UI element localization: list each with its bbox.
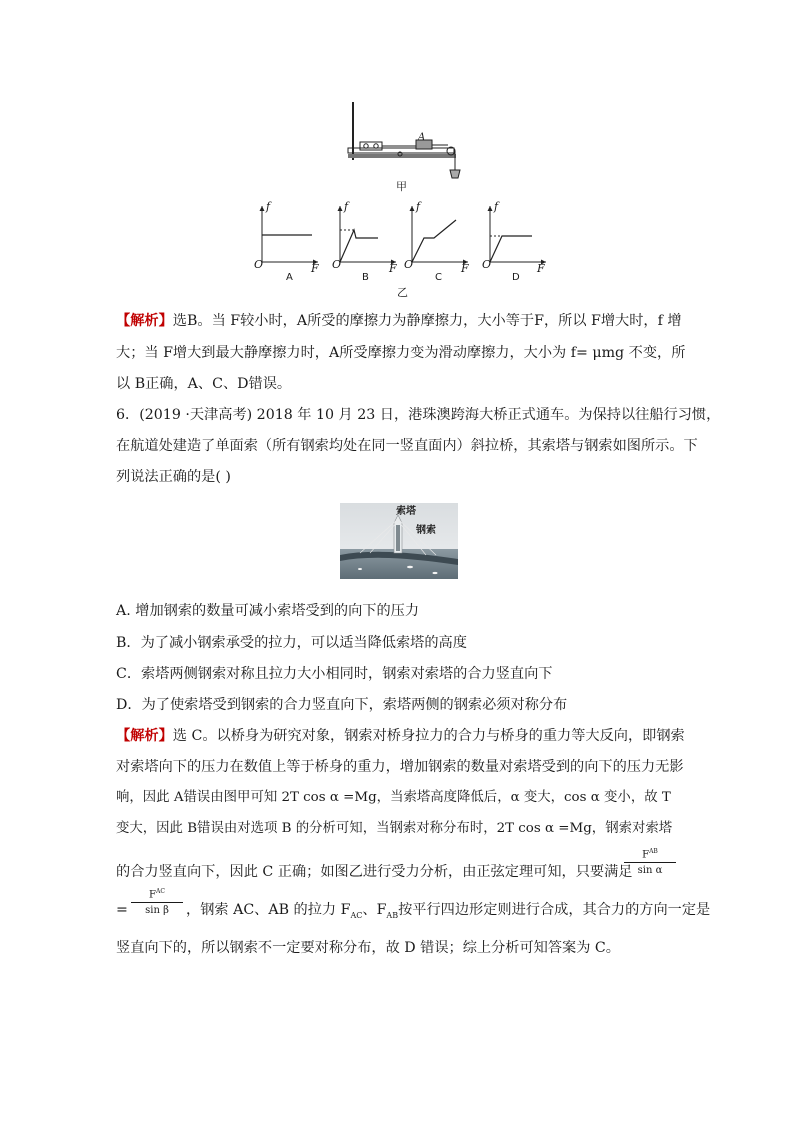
analysis2-line1: 【解析】选 C。以桥身为研究对象，钢索对桥身拉力的合力与桥身的重力等大反向，即钢索 (116, 728, 685, 744)
analysis2-line3: 响，因此 A错误由图甲可知 2T cos α =Mg，当索塔高度降低后，α 变大，cos α 变小，故 T (116, 790, 671, 805)
analysis2-eq: = (116, 902, 128, 918)
graph-d-o: O (482, 258, 492, 271)
graph-d-letter: D (512, 272, 520, 283)
graph-c-letter: C (435, 272, 442, 283)
graph-c-y: f (416, 200, 421, 213)
graph-a-letter: A (286, 272, 293, 283)
analysis1-line3: 以 B正确，A、C、D错误。 (116, 376, 292, 392)
analysis1-line1: 【解析】选B。当 F较小时，A所受的摩擦力为静摩擦力，大小等于F，所以 F增大时，f 增 (116, 313, 682, 329)
graph-c-o: O (404, 258, 414, 271)
fraction-ac: $F^{AC}$ sin β (131, 888, 183, 916)
analysis1-line2: 大；当 F增大到最大静摩擦力时，A所受摩擦力变为滑动摩擦力，大小为 f= μmg 不变，所 (116, 345, 686, 361)
analysis2-line2: 对索塔向下的压力在数值上等于桥身的重力，增加钢索的数量对索塔受到的向下的压力无影 (116, 759, 684, 775)
question-line2: 在航道处建造了单面索（所有钢索均处在同一竖直面内）斜拉桥，其索塔与钢索如图所示。下 (116, 438, 698, 454)
analysis-tag: 【解析】 (116, 728, 173, 744)
question-line1: 6．(2019 ·天津高考) 2018 年 10 月 23 日，港珠澳跨海大桥正式通车。为保持以往船行习惯， (116, 407, 721, 423)
graph-a-y: f (266, 200, 271, 213)
option-c: C．索塔两侧钢索对称且拉力大小相同时，钢索对索塔的合力竖直向下 (116, 666, 553, 682)
option-d: D．为了使索塔受到钢索的合力竖直向下，索塔两侧的钢索必须对称分布 (116, 697, 568, 713)
graph-a-o: O (254, 258, 264, 271)
apparatus-figure (340, 98, 470, 180)
block-label: A (418, 132, 426, 143)
option-a: A. 增加钢索的数量可减小索塔受到的向下的压力 (116, 603, 420, 619)
photo-label-tower: 索塔 (396, 506, 416, 517)
fraction-ab: $F^{AB}$ sin α (624, 848, 676, 876)
analysis2-line6: ，钢索 AC、AB 的拉力 $F_{AC}$、$F_{AB}$按平行四边形定则进行合成，其合力的方向一定是 (186, 902, 711, 920)
graph-b-letter: B (362, 272, 369, 283)
graph-d-x: F (537, 262, 545, 275)
caption-yi: 乙 (397, 286, 408, 299)
graph-b-o: O (332, 258, 342, 271)
analysis-tag: 【解析】 (116, 313, 173, 329)
analysis2-line5: 的合力竖直向下，因此 C 正确；如图乙进行受力分析，由正弦定理可知，只要满足 (116, 864, 633, 880)
graph-b-y: f (344, 200, 349, 213)
option-b: B．为了减小钢索承受的拉力，可以适当降低索塔的高度 (116, 635, 467, 651)
caption-jia: 甲 (396, 180, 407, 193)
question-line3: 列说法正确的是( ) (116, 469, 231, 485)
bridge-photo (340, 503, 458, 579)
graph-c-x: F (461, 262, 469, 275)
graph-d-y: f (494, 200, 499, 213)
photo-label-cable: 钢索 (416, 525, 436, 536)
graph-b-x: F (389, 262, 397, 275)
analysis2-line7: 竖直向下的，所以钢索不一定要对称分布，故 D 错误；综上分析可知答案为 C。 (116, 940, 620, 956)
graph-a-x: F (311, 262, 319, 275)
analysis2-line4: 变大，因此 B错误由对选项 B 的分析可知，当钢索对称分布时，2T cos α =Mg，钢索对索塔 (116, 821, 673, 836)
